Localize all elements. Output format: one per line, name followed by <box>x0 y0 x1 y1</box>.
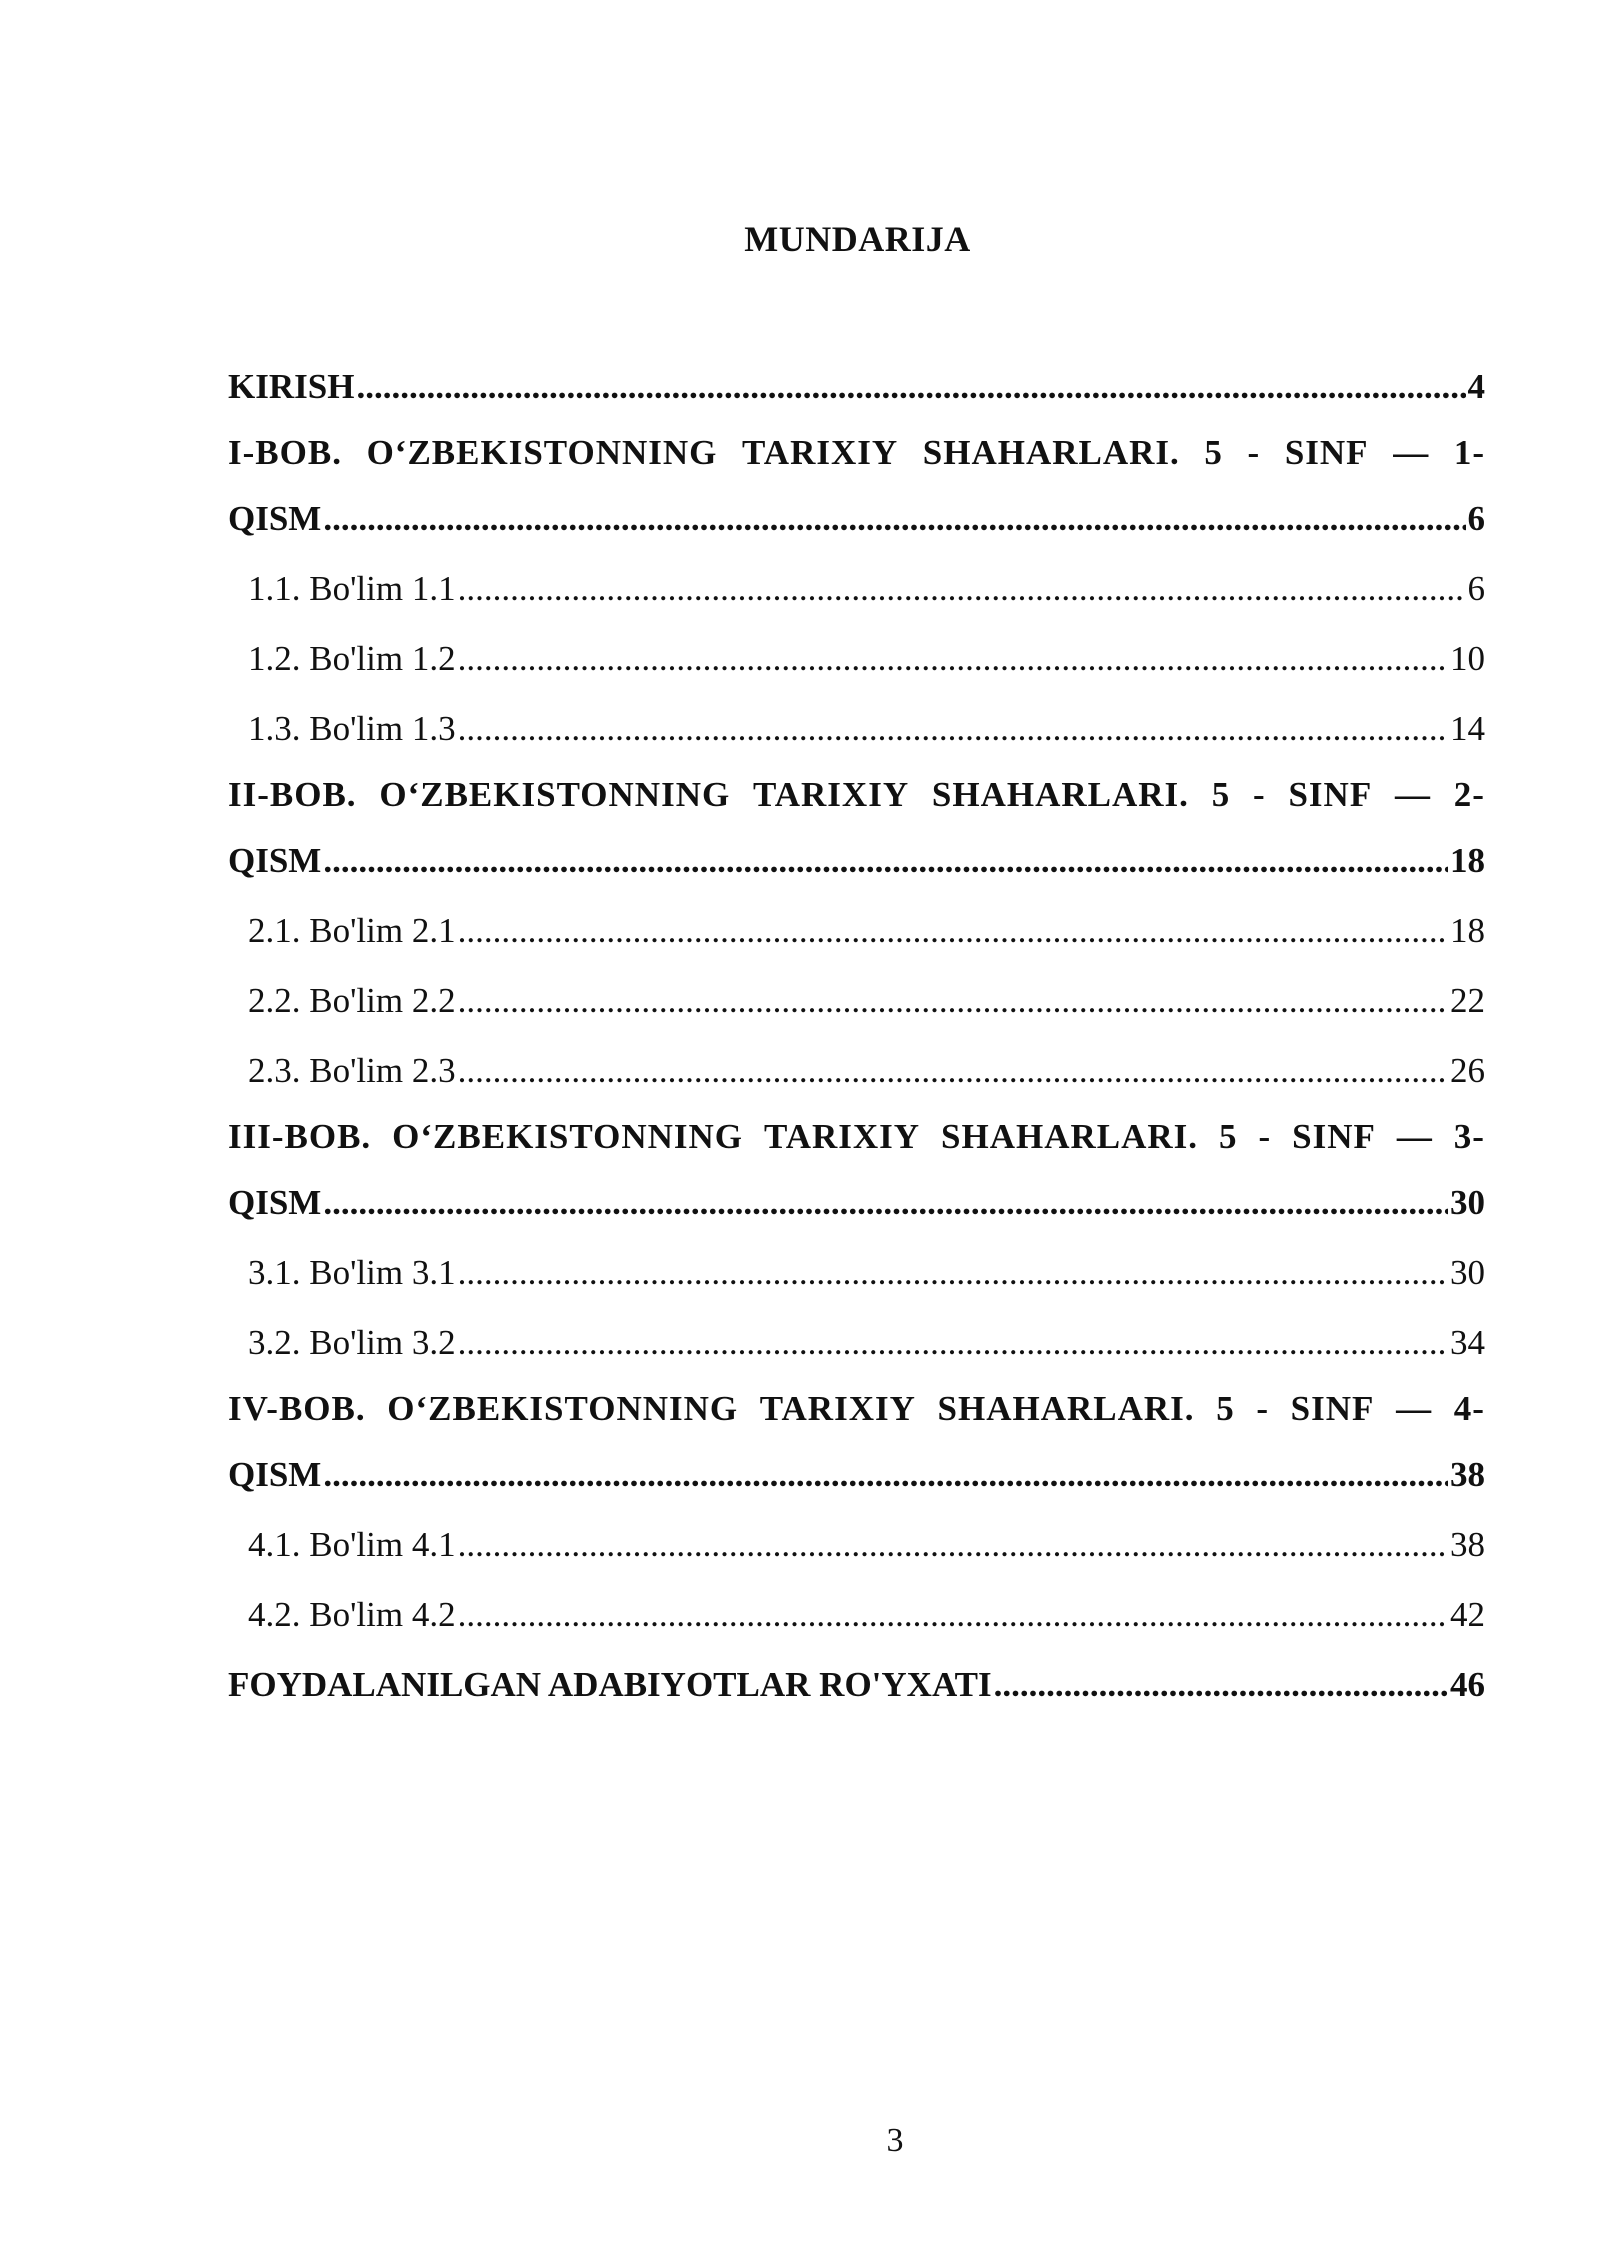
chapter-word: - <box>1247 433 1261 472</box>
toc-section-4-2[interactable] <box>228 1580 1485 1650</box>
chapter-word: 1- <box>1453 433 1485 472</box>
chapter-word: SINF <box>1290 1389 1375 1428</box>
chapter-word: III-BOB. <box>228 1117 372 1156</box>
toc-page-number: 30 <box>1450 1253 1485 1292</box>
chapter-word: 3- <box>1453 1117 1485 1156</box>
toc-section-2-2[interactable] <box>228 966 1485 1036</box>
toc-entry-label: QISM <box>228 1455 322 1494</box>
chapter-word: 5 <box>1219 1117 1238 1156</box>
dot-leader <box>458 1036 1448 1106</box>
dot-leader <box>458 966 1448 1036</box>
toc-entry-references[interactable] <box>228 1650 1485 1720</box>
toc-page-number: 6 <box>1467 569 1485 608</box>
chapter-word: SINF <box>1284 433 1369 472</box>
dot-leader <box>458 896 1448 966</box>
chapter-word: - <box>1258 1117 1272 1156</box>
toc-page-number: 30 <box>1450 1183 1485 1222</box>
dot-leader <box>458 1308 1448 1378</box>
chapter-word: SINF <box>1288 775 1373 814</box>
toc-section-2-1[interactable] <box>228 896 1485 966</box>
chapter-word: SHAHARLARI. <box>941 1117 1199 1156</box>
toc-section-3-2[interactable] <box>228 1308 1485 1378</box>
toc-entry-label: QISM <box>228 1183 322 1222</box>
dot-leader <box>356 352 1465 422</box>
toc-section-3-1[interactable] <box>228 1238 1485 1308</box>
toc-entry-label: 3.1. Bo'lim 3.1 <box>248 1253 456 1292</box>
toc-entry-label: 1.1. Bo'lim 1.1 <box>248 569 456 608</box>
chapter-word: SHAHARLARI. <box>937 1389 1195 1428</box>
chapter-word: — <box>1393 433 1430 472</box>
chapter-title-line <box>228 1378 1485 1440</box>
toc-page-number: 10 <box>1450 639 1485 678</box>
chapter-word: O‘ZBEKISTONNING <box>392 1117 743 1156</box>
toc-entry-label: 2.2. Bo'lim 2.2 <box>248 981 456 1020</box>
dot-leader <box>458 694 1448 764</box>
chapter-title-line <box>228 764 1485 826</box>
toc-section-1-3[interactable] <box>228 694 1485 764</box>
toc-page-number: 26 <box>1450 1051 1485 1090</box>
chapter-word: — <box>1396 1117 1433 1156</box>
page-title: MUNDARIJA <box>744 219 971 259</box>
chapter-title-line <box>228 1106 1485 1168</box>
toc-section-1-2[interactable] <box>228 624 1485 694</box>
dot-leader <box>458 1510 1448 1580</box>
toc-page-number: 14 <box>1450 709 1485 748</box>
chapter-word: SHAHARLARI. <box>922 433 1180 472</box>
chapter-word: O‘ZBEKISTONNING <box>366 433 718 472</box>
toc-entry-label: 3.2. Bo'lim 3.2 <box>248 1323 456 1362</box>
table-of-contents <box>228 352 1485 1720</box>
toc-section-2-3[interactable] <box>228 1036 1485 1106</box>
chapter-word: 4- <box>1453 1389 1485 1428</box>
toc-entry-label: 1.2. Bo'lim 1.2 <box>248 639 456 678</box>
chapter-word: — <box>1395 775 1431 814</box>
toc-chapter-2[interactable] <box>228 764 1485 896</box>
toc-page-number: 38 <box>1450 1455 1485 1494</box>
dot-leader <box>994 1650 1448 1720</box>
chapter-word: II-BOB. <box>228 775 357 814</box>
toc-entry-label: 4.1. Bo'lim 4.1 <box>248 1525 456 1564</box>
dot-leader <box>458 554 1466 624</box>
toc-entry-label: 1.3. Bo'lim 1.3 <box>248 709 456 748</box>
toc-chapter-4[interactable] <box>228 1378 1485 1510</box>
chapter-word: TARIXIY <box>753 775 910 814</box>
chapter-word: TARIXIY <box>763 1117 921 1156</box>
toc-section-4-1[interactable] <box>228 1510 1485 1580</box>
toc-entry-label: KIRISH <box>228 367 355 406</box>
toc-entry-label: 2.1. Bo'lim 2.1 <box>248 911 456 950</box>
dot-leader <box>323 1440 1448 1510</box>
toc-page-number: 46 <box>1450 1665 1485 1704</box>
chapter-word: TARIXIY <box>759 1389 916 1428</box>
toc-chapter-1[interactable] <box>228 422 1485 554</box>
chapter-word: SHAHARLARI. <box>931 775 1189 814</box>
dot-leader <box>458 1580 1448 1650</box>
toc-entry-intro[interactable] <box>228 352 1485 422</box>
toc-page-number: 18 <box>1450 841 1485 880</box>
chapter-title-tail <box>228 1440 1485 1510</box>
toc-section-1-1[interactable] <box>228 554 1485 624</box>
chapter-word: O‘ZBEKISTONNING <box>387 1389 739 1428</box>
toc-entry-label: QISM <box>228 841 322 880</box>
toc-page-number: 34 <box>1450 1323 1485 1362</box>
toc-entry-label: 4.2. Bo'lim 4.2 <box>248 1595 456 1634</box>
chapter-title-tail <box>228 1168 1485 1238</box>
toc-page-number: 6 <box>1467 499 1485 538</box>
chapter-word: — <box>1396 1389 1433 1428</box>
chapter-word: 5 <box>1216 1389 1235 1428</box>
toc-entry-label: QISM <box>228 499 322 538</box>
dot-leader <box>323 826 1448 896</box>
chapter-word: SINF <box>1292 1117 1376 1156</box>
chapter-title-line <box>228 422 1485 484</box>
toc-page-number: 38 <box>1450 1525 1485 1564</box>
chapter-title-tail <box>228 484 1485 554</box>
dot-leader <box>458 624 1448 694</box>
chapter-word: I-BOB. <box>228 433 342 472</box>
chapter-word: - <box>1253 775 1266 814</box>
chapter-word: 5 <box>1211 775 1231 814</box>
page-number: 3 <box>886 2122 904 2159</box>
chapter-word: 2- <box>1453 775 1485 814</box>
chapter-word: 5 <box>1204 433 1223 472</box>
toc-page-number: 42 <box>1450 1595 1485 1634</box>
dot-leader <box>323 484 1465 554</box>
dot-leader <box>458 1238 1448 1308</box>
toc-entry-label: 2.3. Bo'lim 2.3 <box>248 1051 456 1090</box>
toc-entry-label: FOYDALANILGAN ADABIYOTLAR RO'YXATI <box>228 1665 992 1704</box>
chapter-title-tail <box>228 826 1485 896</box>
dot-leader <box>323 1168 1448 1238</box>
toc-page-number: 22 <box>1450 981 1485 1020</box>
toc-page-number: 18 <box>1450 911 1485 950</box>
toc-chapter-3[interactable] <box>228 1106 1485 1238</box>
chapter-word: TARIXIY <box>742 433 899 472</box>
chapter-word: O‘ZBEKISTONNING <box>379 775 731 814</box>
toc-page-number: 4 <box>1467 367 1485 406</box>
chapter-word: - <box>1256 1389 1270 1428</box>
chapter-word: IV-BOB. <box>228 1389 366 1428</box>
